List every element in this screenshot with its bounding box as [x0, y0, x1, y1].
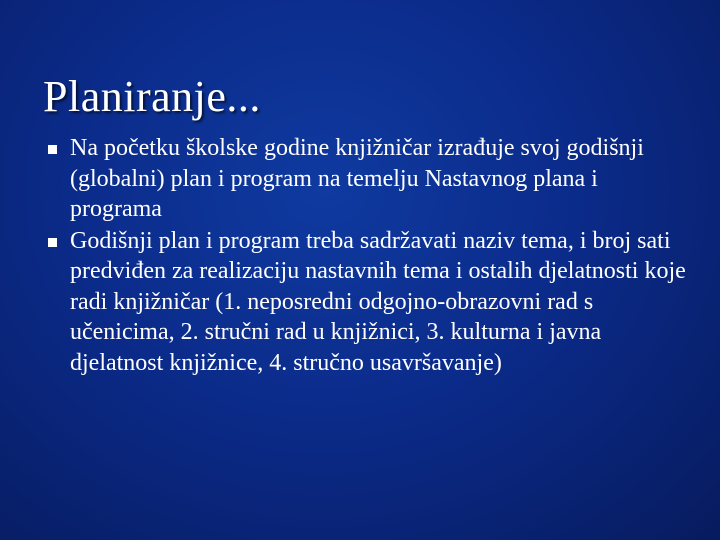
- bullet-list: [48, 133, 688, 379]
- slide-title: Planiranje...: [43, 72, 261, 122]
- bullet-item: [48, 226, 688, 379]
- bullet-item: [48, 133, 688, 225]
- bullet-text: Godišnji plan i program treba sadržavati naziv tema, i broj sati predviđen za realizaciju nastavnih tema i ostalih djelatnosti koje radi knjižničar (1. neposredni odgojno-obrazovni rad s učenicima, 2. stručni rad u knjižnici, 3. kulturna i javna djelatnost knjižnice, 4. stručno usavršavanje): [70, 227, 686, 376]
- square-bullet-icon: [48, 238, 57, 247]
- bullet-text: Na početku školske godine knjižničar izrađuje svoj godišnji (globalni) plan i program na temelju Nastavnog plana i programa: [70, 135, 644, 222]
- square-bullet-icon: [48, 145, 57, 154]
